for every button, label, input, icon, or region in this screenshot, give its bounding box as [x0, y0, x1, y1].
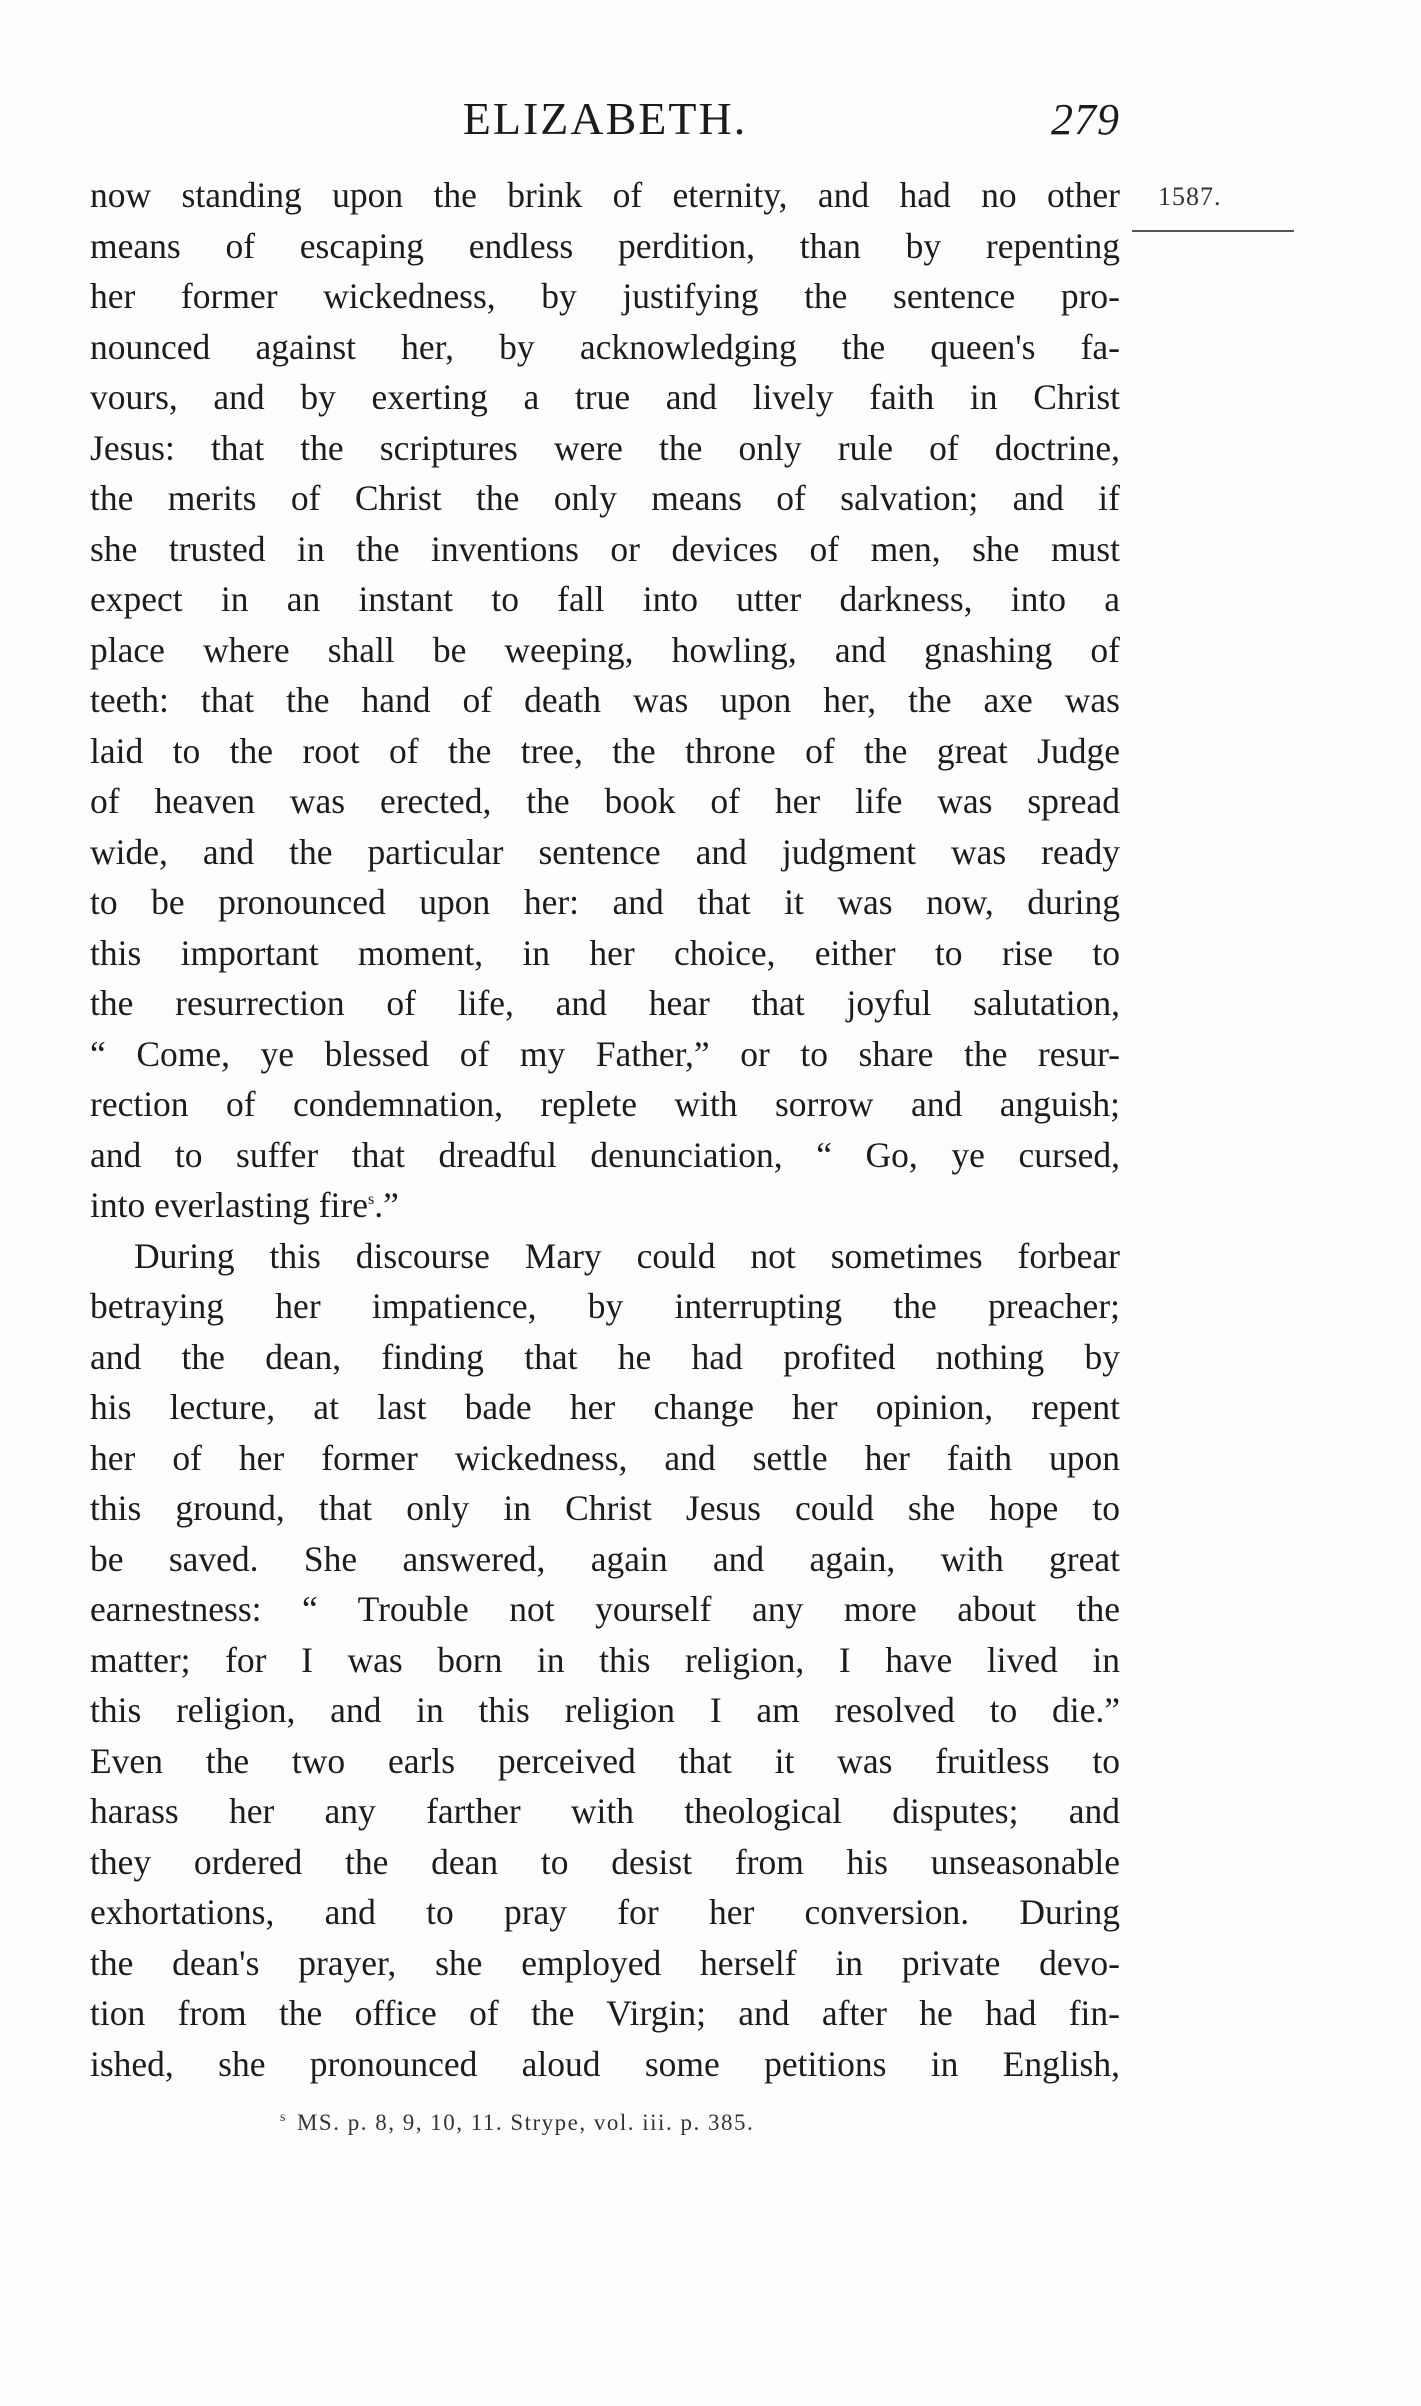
text-line: she trusted in the inventions or devices of men, she must [90, 528, 1120, 569]
text-line: Even the two earls perceived that it was fruitless to [90, 1740, 1120, 1781]
footnote-text: MS. p. 8, 9, 10, 11. Strype, vol. iii. p. 385. [296, 2110, 755, 2135]
running-head [90, 92, 1120, 152]
line-text: .” [374, 1185, 399, 1225]
margin-rule [1132, 230, 1294, 232]
body-text [90, 170, 1120, 2089]
text-line: her of her former wickedness, and settle her faith upon [90, 1437, 1120, 1478]
text-line: the resurrection of life, and hear that joyful salutation, [90, 983, 1120, 1023]
text-line: they ordered the dean to desist from his unseasonable [90, 1841, 1120, 1882]
text-line: matter; for I was born in this religion, I have lived in [90, 1639, 1120, 1680]
text-line: wide, and the particular sentence and judgment was ready [90, 831, 1120, 872]
margin-year: 1587. [1158, 182, 1222, 211]
text-line: exhortations, and to pray for her conversion. During [90, 1892, 1120, 1932]
text-line: now standing upon the brink of eternity, and had no other [90, 175, 1120, 215]
text-line: earnestness: “ Trouble not yourself any more about the [90, 1589, 1120, 1629]
text-line: this important moment, in her choice, either to rise to [90, 932, 1120, 973]
text-line: harass her any farther with theological disputes; and [90, 1791, 1120, 1831]
text-line-paragraph-end [90, 1180, 1120, 1231]
text-line: vours, and by exerting a true and lively faith in Christ [90, 377, 1120, 417]
text-line: to be pronounced upon her: and that it was now, during [90, 882, 1120, 922]
running-title: ELIZABETH. [462, 93, 748, 144]
text-line: ished, she pronounced aloud some petitions in English, [90, 2043, 1120, 2084]
line-text: into everlasting fire [90, 1185, 368, 1225]
text-line: place where shall be weeping, howling, and gnashing of [90, 629, 1120, 670]
footnote [280, 2110, 754, 2136]
text-line: betraying her impatience, by interrupting the preacher; [90, 1286, 1120, 1326]
text-line: laid to the root of the tree, the throne of the great Judge [90, 730, 1120, 771]
text-line: this ground, that only in Christ Jesus could she hope to [90, 1488, 1120, 1528]
text-line: expect in an instant to fall into utter darkness, into a [90, 579, 1120, 619]
text-line: the dean's prayer, she employed herself in private devo- [90, 1942, 1120, 1983]
text-line: rection of condemnation, replete with sorrow and anguish; [90, 1084, 1120, 1124]
footnote-reference[interactable]: s [368, 1191, 375, 1209]
text-line: tion from the office of the Virgin; and after he had fin- [90, 1993, 1120, 2033]
page-number: 279 [1051, 95, 1120, 144]
text-line: nounced against her, by acknowledging the queen's fa- [90, 326, 1120, 367]
text-line: means of escaping endless perdition, than by repenting [90, 225, 1120, 266]
text-line: his lecture, at last bade her change her opinion, repent [90, 1387, 1120, 1427]
text-line: teeth: that the hand of death was upon her, the axe was [90, 680, 1120, 720]
text-line: of heaven was erected, the book of her life was spread [90, 781, 1120, 821]
text-line: and the dean, finding that he had profited nothing by [90, 1336, 1120, 1377]
text-line: be saved. She answered, again and again, with great [90, 1538, 1120, 1579]
text-line: her former wickedness, by justifying the sentence pro- [90, 276, 1120, 316]
text-line: the merits of Christ the only means of salvation; and if [90, 478, 1120, 518]
text-line: Jesus: that the scriptures were the only rule of doctrine, [90, 427, 1120, 468]
text-line-paragraph-start: During this discourse Mary could not sometimes forbear [134, 1235, 1120, 1276]
text-line: “ Come, ye blessed of my Father,” or to share the resur- [90, 1033, 1120, 1074]
text-line: and to suffer that dreadful denunciation, “ Go, ye cursed, [90, 1134, 1120, 1175]
footnote-mark: s [280, 2110, 287, 2126]
text-line: this religion, and in this religion I am resolved to die.” [90, 1690, 1120, 1730]
